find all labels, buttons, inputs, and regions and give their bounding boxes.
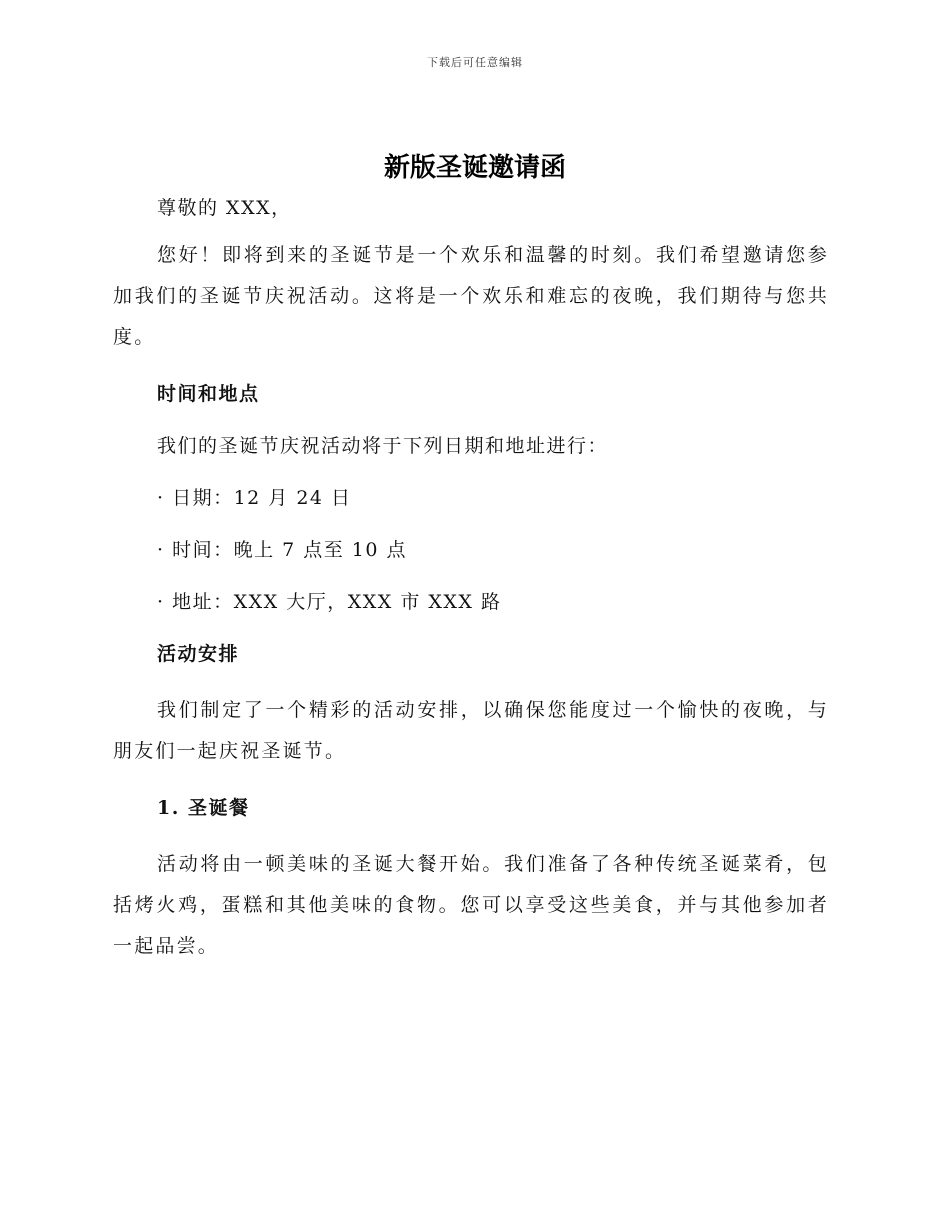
list-item-time: · 时间：晚上 7 点至 10 点 (157, 539, 408, 561)
document-body (113, 193, 829, 967)
page-header-note: 下载后可任意编辑 (427, 56, 523, 69)
greeting: 尊敬的 XXX， (157, 197, 292, 219)
list-item-date: · 日期：12 月 24 日 (157, 487, 352, 509)
time-place-intro: 我们的圣诞节庆祝活动将于下列日期和地址进行： (157, 435, 609, 457)
sub-heading-christmas-dinner: 1. 圣诞餐 (157, 797, 250, 819)
schedule-intro-paragraph: 我们制定了一个精彩的活动安排，以确保您能度过一个愉快的夜晚，与朋友们一起庆祝圣诞节。 (113, 699, 829, 762)
section-heading-schedule: 活动安排 (157, 643, 240, 665)
list-item-address: · 地址：XXX 大厅，XXX 市 XXX 路 (157, 591, 502, 613)
christmas-dinner-paragraph: 活动将由一顿美味的圣诞大餐开始。我们准备了各种传统圣诞菜肴，包括烤火鸡，蛋糕和其他美味的食物。您可以享受这些美食，并与其他参加者一起品尝。 (113, 853, 829, 957)
section-heading-time-place: 时间和地点 (157, 383, 260, 405)
document-title: 新版圣诞邀请函 (383, 153, 566, 183)
intro-paragraph: 您好！即将到来的圣诞节是一个欢乐和温馨的时刻。我们希望邀请您参加我们的圣诞节庆祝活动。这将是一个欢乐和难忘的夜晚，我们期待与您共度。 (113, 244, 829, 348)
